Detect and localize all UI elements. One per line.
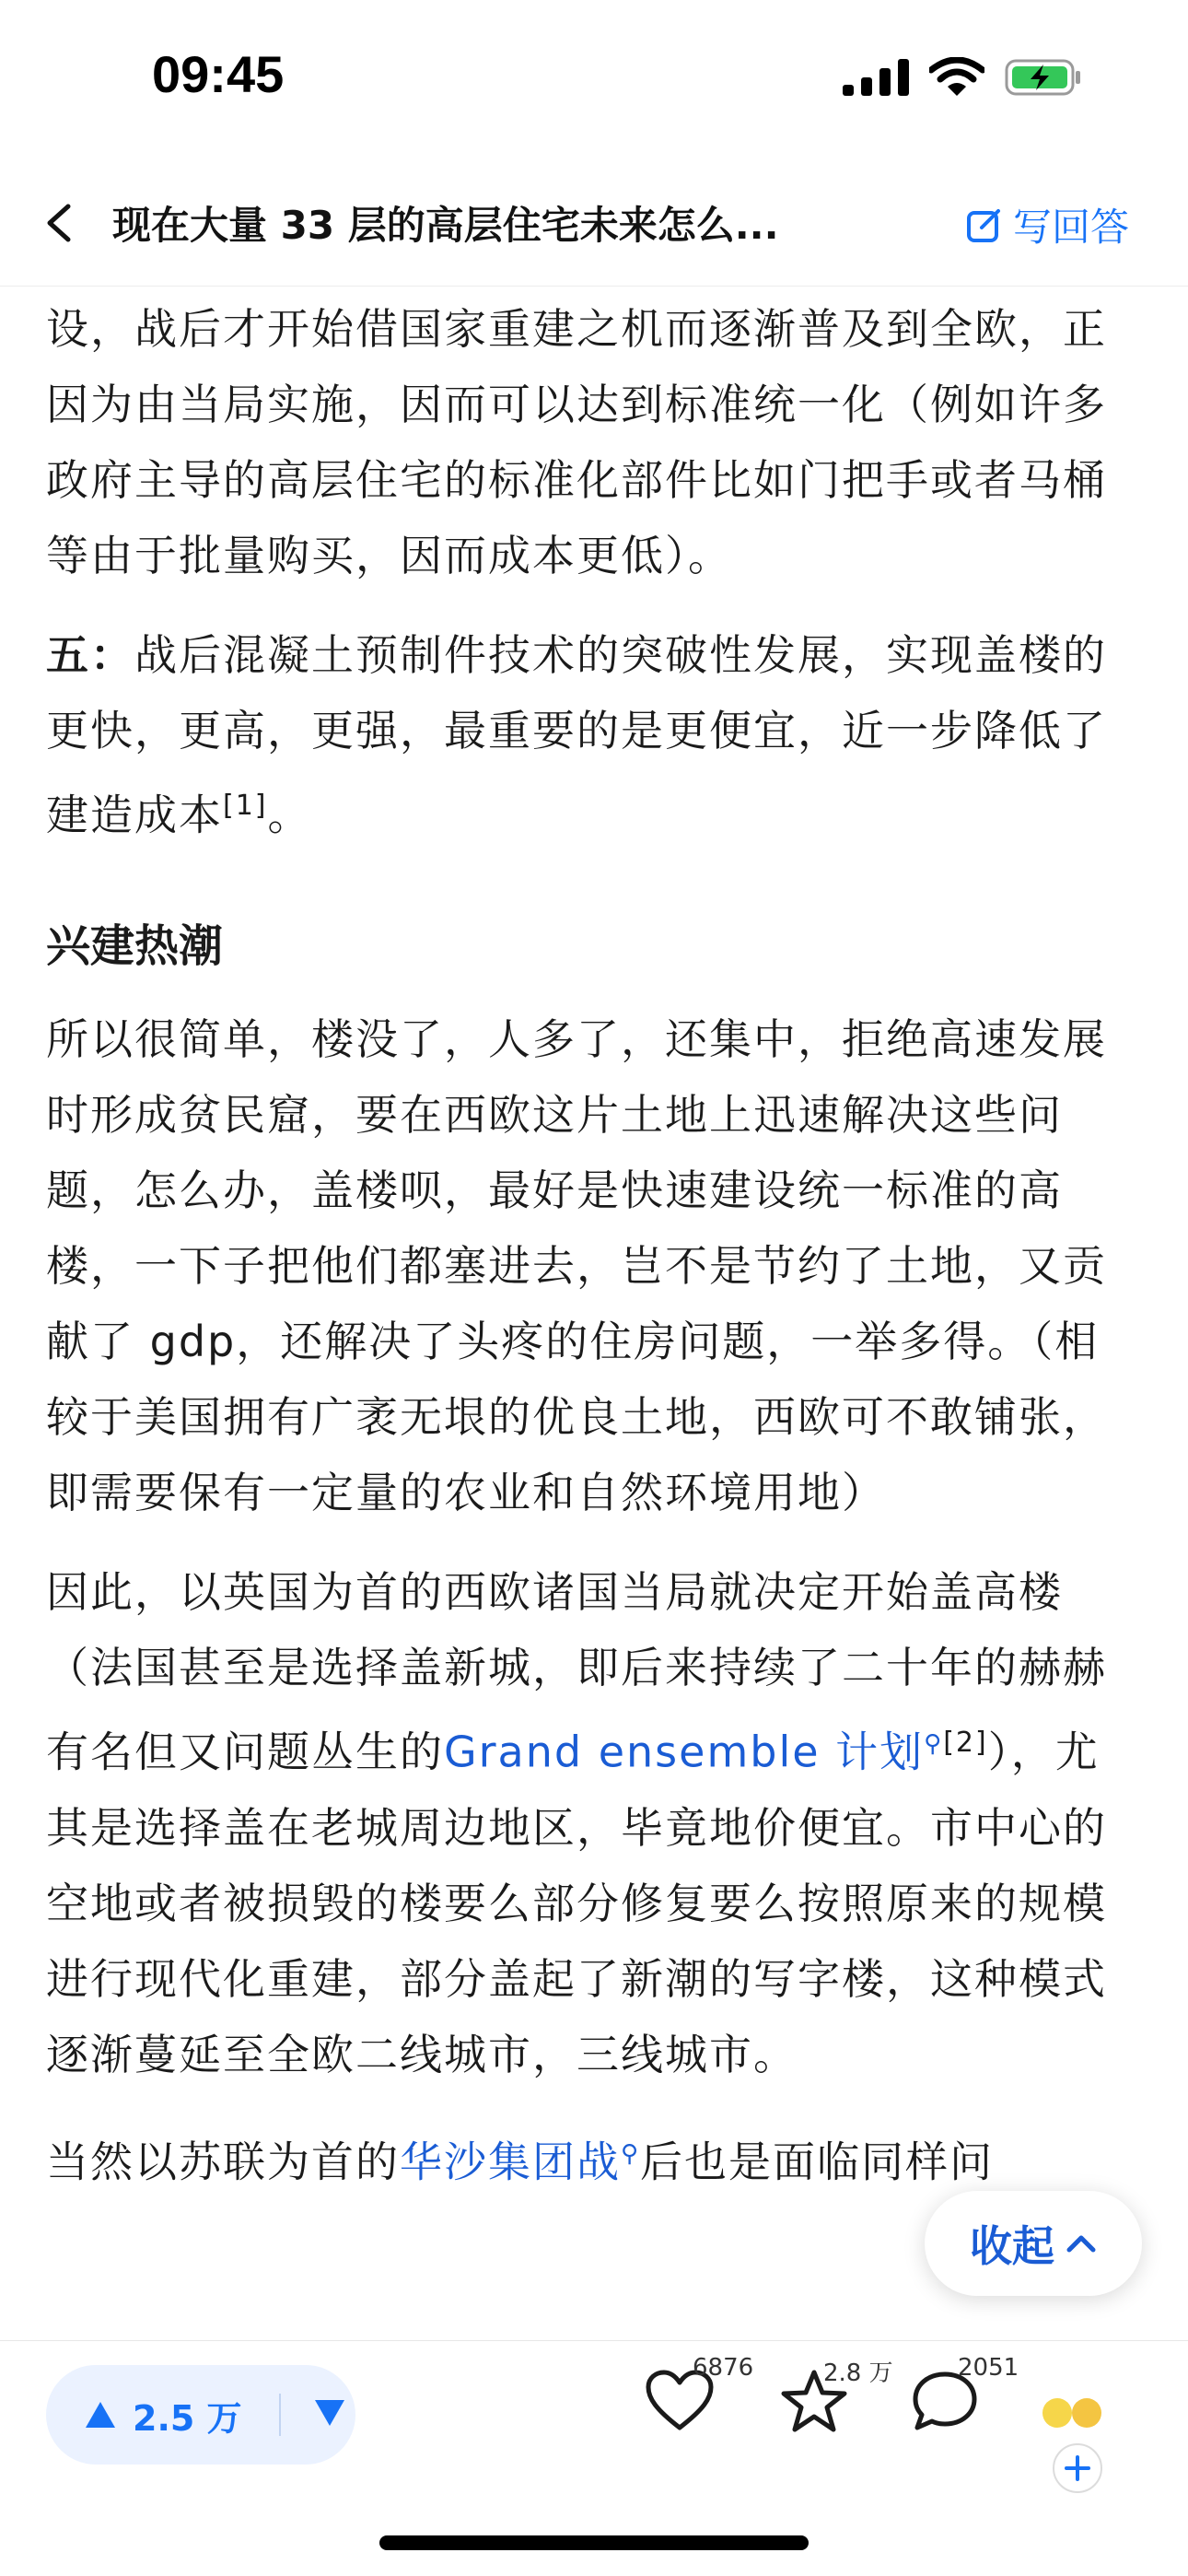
triangle-up-icon — [83, 2399, 118, 2430]
home-indicator[interactable] — [379, 2535, 809, 2550]
paragraph-text: 战后混凝土预制件技术的突破性发展，实现盖楼的更快，更高，更强，最重要的是更便宜，近一步降低了建造成本 — [46, 630, 1107, 840]
paragraph-label: 五： — [46, 630, 134, 680]
paragraph — [46, 617, 1142, 852]
collapse-button[interactable] — [925, 2191, 1142, 2296]
paragraph-end: 。 — [267, 790, 312, 840]
downvote-button[interactable] — [312, 2397, 347, 2432]
back-icon[interactable] — [41, 203, 77, 243]
write-answer-label: 写回答 — [1012, 205, 1129, 250]
search-link[interactable]: Grand ensemble 计划 — [444, 1727, 925, 1777]
section-heading: 兴建热潮 — [46, 920, 224, 973]
write-answer-button[interactable] — [965, 197, 1129, 252]
paragraph: 设，战后才开始借国家重建之机而逐渐普及到全欧，正因为由当局实施，因而可以达到标准统一化（例如许多政府主导的高层住宅的标准化部件比如门把手或者马桶等由于批量购买，因而成本更低）。 — [46, 304, 1107, 580]
chevron-up-icon — [1066, 2233, 1097, 2254]
emoji-reaction-icon — [1035, 2372, 1118, 2501]
question-title[interactable]: 现在大量 33 层的高层住宅未来怎么... — [112, 203, 779, 248]
reference-marker[interactable]: [2] — [943, 1727, 988, 1760]
upvote-count: 2.5 万 — [133, 2397, 242, 2439]
wifi-icon — [929, 57, 984, 98]
comment-button[interactable] — [910, 2354, 1019, 2439]
favorite-button[interactable] — [779, 2359, 893, 2439]
status-time: 09:45 — [152, 45, 285, 103]
reference-marker[interactable]: [1] — [223, 790, 268, 822]
status-icons — [843, 57, 1082, 98]
triangle-down-icon — [312, 2397, 347, 2429]
nav-header — [0, 157, 1188, 287]
add-reaction-button[interactable] — [1035, 2372, 1118, 2501]
paragraph — [46, 2116, 1142, 2199]
like-button[interactable] — [645, 2354, 754, 2437]
paragraph-text: 后也是面临同样问 — [640, 2136, 995, 2186]
answer-content — [46, 291, 1142, 2336]
vote-divider — [279, 2394, 281, 2436]
status-bar — [0, 0, 1188, 157]
like-count: 6876 — [693, 2354, 754, 2382]
collapse-label: 收起 — [970, 2221, 1054, 2271]
paragraph: 所以很简单，楼没了，人多了，还集中，拒绝高速发展时形成贫民窟，要在西欧这片土地上迅速解决这些问题，怎么办，盖楼呗，最好是快速建设统一标准的高楼，一下子把他们都塞进去，岂不是节约了土地，又贡献了 gdp，还解决了头疼的住房问题，一举多得。（相较于美国拥有广袤无垠的优良土地，西欧可不敢铺张，即需要保有一定量的农业和自然环境用地） — [46, 1014, 1107, 1518]
paragraph — [46, 1554, 1142, 2091]
edit-icon — [965, 205, 1004, 244]
cellular-signal-icon — [843, 59, 909, 96]
search-icon: ⚲ — [621, 2139, 641, 2168]
upvote-button[interactable] — [46, 2390, 242, 2441]
battery-charging-icon — [1005, 57, 1082, 98]
comment-count: 2051 — [958, 2354, 1019, 2382]
paragraph-text: 当然以苏联为首的 — [46, 2136, 400, 2186]
favorite-count: 2.8 万 — [823, 2359, 893, 2387]
paragraph-text: 因此，以英国为首的西欧诸国当局就决定开始盖高楼（法国甚至是选择盖新城，即后来持续了二十年的赫赫有名但又问题丛生的 — [46, 1567, 1107, 1777]
search-link[interactable]: 华沙集团战 — [400, 2136, 621, 2186]
search-icon: ⚲ — [924, 1730, 944, 1759]
vote-control — [46, 2365, 355, 2465]
paragraph-text: ），尤其是选择盖在老城周边地区，毕竟地价便宜。市中心的空地或者被损毁的楼要么部分修复要么按照原来的规模进行现代化重建，部分盖起了新潮的写字楼，这种模式逐渐蔓延至全欧二线城市，三线城市。 — [46, 1727, 1107, 2079]
